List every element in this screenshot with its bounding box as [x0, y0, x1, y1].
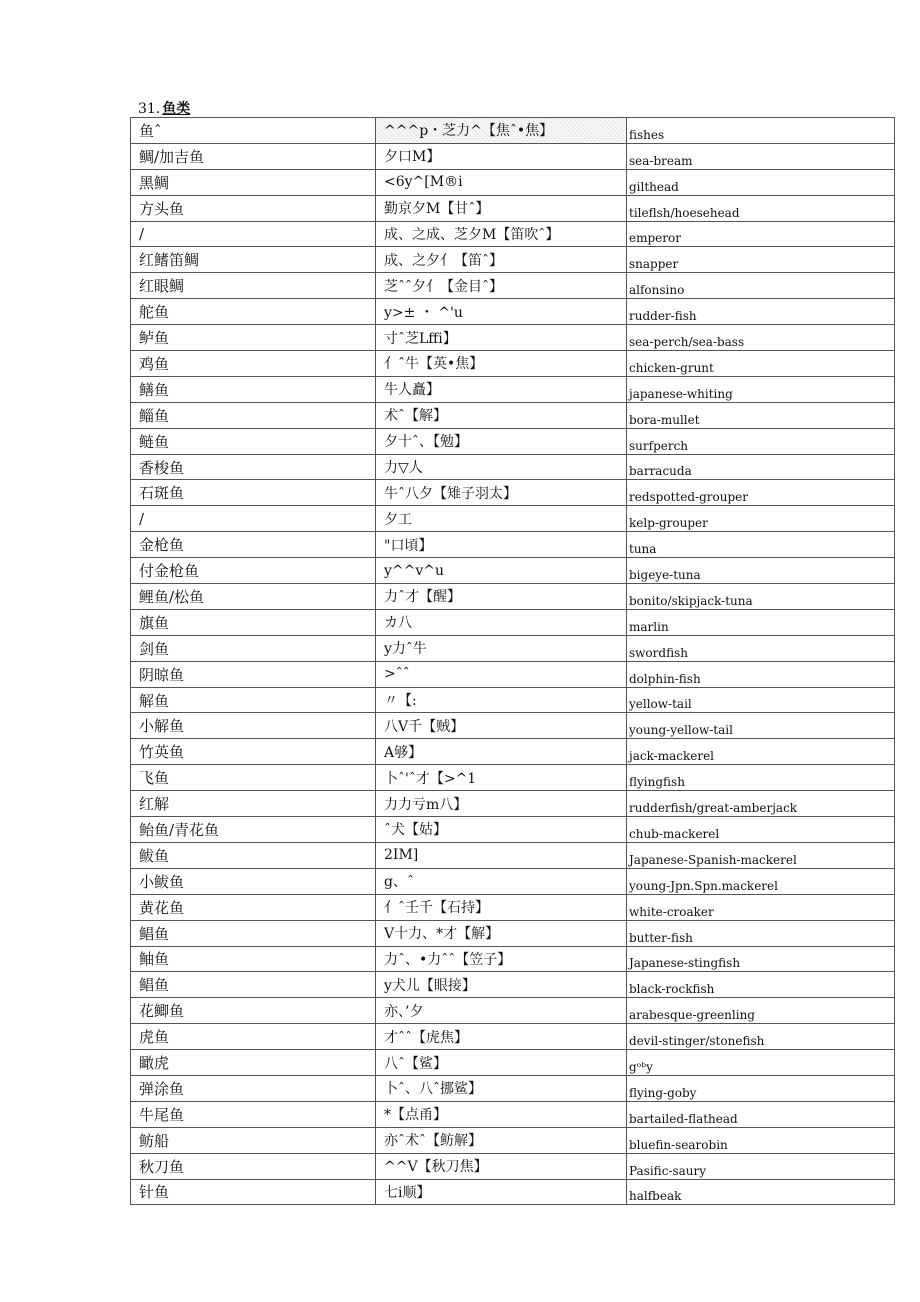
- japanese-name-cell: 亦ˆ术ˆ【鲂解】: [376, 1127, 627, 1153]
- english-name-cell: white-croaker: [627, 894, 895, 920]
- chinese-name-cell: /: [131, 506, 376, 532]
- english-name-cell: emperor: [627, 221, 895, 247]
- english-name-cell: Japanese-Spanish-mackerel: [627, 842, 895, 868]
- table-row: [131, 868, 895, 894]
- table-row: [131, 351, 895, 377]
- section-number: 31.: [138, 101, 161, 117]
- chinese-name-cell: 石斑鱼: [131, 480, 376, 506]
- table-row: [131, 998, 895, 1024]
- english-name-cell: barracuda: [627, 454, 895, 480]
- chinese-name-cell: 鲻鱼: [131, 402, 376, 428]
- chinese-name-cell: 飞鱼: [131, 765, 376, 791]
- japanese-name-cell: カ八: [376, 609, 627, 635]
- chinese-name-cell: 牛尾鱼: [131, 1101, 376, 1127]
- english-name-cell: black-rockfish: [627, 972, 895, 998]
- section-title: [138, 98, 190, 118]
- english-name-cell: bartailed-flathead: [627, 1101, 895, 1127]
- japanese-name-cell: 力▽人: [376, 454, 627, 480]
- english-name-cell: redspotted-grouper: [627, 480, 895, 506]
- japanese-name-cell: 勤京夕M【甘ˆ】: [376, 195, 627, 221]
- chinese-name-cell: /: [131, 221, 376, 247]
- chinese-name-cell: 针鱼: [131, 1179, 376, 1205]
- table-row: [131, 299, 895, 325]
- japanese-name-cell: g、ˆ: [376, 868, 627, 894]
- chinese-name-cell: 鲅鱼: [131, 842, 376, 868]
- english-name-cell: halfbeak: [627, 1179, 895, 1205]
- table-row: [131, 713, 895, 739]
- english-name-cell: chub-mackerel: [627, 817, 895, 843]
- table-row: [131, 1127, 895, 1153]
- table-row: [131, 221, 895, 247]
- english-name-cell: kelp-grouper: [627, 506, 895, 532]
- english-name-cell: flying-goby: [627, 1075, 895, 1101]
- japanese-name-cell: 力力亏m八】: [376, 791, 627, 817]
- japanese-name-cell: 七i顺】: [376, 1179, 627, 1205]
- table-row: [131, 169, 895, 195]
- english-name-cell: gᵒᵇy: [627, 1050, 895, 1076]
- table-row: [131, 506, 895, 532]
- section-heading: 鱼类: [162, 101, 191, 117]
- english-name-cell: rudder-fish: [627, 299, 895, 325]
- japanese-name-cell: y^^v^u: [376, 558, 627, 584]
- chinese-name-cell: 阴晾鱼: [131, 661, 376, 687]
- japanese-name-cell: 牛人矗】: [376, 376, 627, 402]
- english-name-cell: snapper: [627, 247, 895, 273]
- table-row: [131, 894, 895, 920]
- english-name-cell: swordfish: [627, 635, 895, 661]
- japanese-name-cell: 芝ˆˆ夕亻【金目ˆ】: [376, 273, 627, 299]
- english-name-cell: Japanese-stingfish: [627, 946, 895, 972]
- english-name-cell: devil-stinger/stonefish: [627, 1024, 895, 1050]
- table-row: [131, 1153, 895, 1179]
- japanese-name-cell: 〃【:: [376, 687, 627, 713]
- japanese-name-cell: 术ˆ【解】: [376, 402, 627, 428]
- japanese-name-cell: V十力、*才【解】: [376, 920, 627, 946]
- japanese-name-cell: *【点甬】: [376, 1101, 627, 1127]
- chinese-name-cell: 方头鱼: [131, 195, 376, 221]
- english-name-cell: yellow-tail: [627, 687, 895, 713]
- chinese-name-cell: 香梭鱼: [131, 454, 376, 480]
- chinese-name-cell: 鱼ˆ: [131, 118, 376, 144]
- chinese-name-cell: 金枪鱼: [131, 532, 376, 558]
- table-row: [131, 739, 895, 765]
- japanese-name-cell: ^^V【秋刀焦】: [376, 1153, 627, 1179]
- table-row: [131, 1075, 895, 1101]
- english-name-cell: bora-mullet: [627, 402, 895, 428]
- english-name-cell: rudderfish/great-amberjack: [627, 791, 895, 817]
- table-row: [131, 687, 895, 713]
- chinese-name-cell: 付金枪鱼: [131, 558, 376, 584]
- japanese-name-cell: <6y^[M®i: [376, 169, 627, 195]
- english-name-cell: sea-perch/sea-bass: [627, 325, 895, 351]
- japanese-name-cell: 亻ˆ壬千【石持】: [376, 894, 627, 920]
- english-name-cell: jack-mackerel: [627, 739, 895, 765]
- chinese-name-cell: 鲐鱼/青花鱼: [131, 817, 376, 843]
- chinese-name-cell: 红鳍笛鲷: [131, 247, 376, 273]
- chinese-name-cell: 虎鱼: [131, 1024, 376, 1050]
- chinese-name-cell: 瞰虎: [131, 1050, 376, 1076]
- english-name-cell: chicken-grunt: [627, 351, 895, 377]
- chinese-name-cell: 红眼鲷: [131, 273, 376, 299]
- table-row: [131, 143, 895, 169]
- table-row: [131, 118, 895, 144]
- english-name-cell: tuna: [627, 532, 895, 558]
- chinese-name-cell: 鳝鱼: [131, 376, 376, 402]
- japanese-name-cell: ˆ犬【姑】: [376, 817, 627, 843]
- english-name-cell: Pasific-saury: [627, 1153, 895, 1179]
- japanese-name-cell: >ˆˆ: [376, 661, 627, 687]
- japanese-name-cell: 亻ˆ牛【英•焦】: [376, 351, 627, 377]
- table-row: [131, 454, 895, 480]
- chinese-name-cell: 鲂船: [131, 1127, 376, 1153]
- japanese-name-cell: 八ˆ【鲨】: [376, 1050, 627, 1076]
- table-row: [131, 635, 895, 661]
- japanese-name-cell: y犬儿【眼接】: [376, 972, 627, 998]
- japanese-name-cell: 2IM]: [376, 842, 627, 868]
- table-row: [131, 273, 895, 299]
- english-name-cell: flyingfish: [627, 765, 895, 791]
- japanese-name-cell: y力ˆ牛: [376, 635, 627, 661]
- english-name-cell: surfperch: [627, 428, 895, 454]
- chinese-name-cell: 红解: [131, 791, 376, 817]
- table-row: [131, 376, 895, 402]
- japanese-name-cell: 卜ˆ、八ˆ挪鲨】: [376, 1075, 627, 1101]
- english-name-cell: fishes: [627, 118, 895, 144]
- table-row: [131, 558, 895, 584]
- japanese-name-cell: 夕口M】: [376, 143, 627, 169]
- chinese-name-cell: 黄花鱼: [131, 894, 376, 920]
- chinese-name-cell: 鲳鱼: [131, 920, 376, 946]
- table-row: [131, 1050, 895, 1076]
- fish-glossary-table: [130, 117, 895, 1205]
- japanese-name-cell: 力ˆ才【醒】: [376, 584, 627, 610]
- english-name-cell: butter-fish: [627, 920, 895, 946]
- table-row: [131, 1179, 895, 1205]
- table-row: [131, 972, 895, 998]
- table-row: [131, 428, 895, 454]
- table-row: [131, 195, 895, 221]
- english-name-cell: young-Jpn.Spn.mackerel: [627, 868, 895, 894]
- chinese-name-cell: 鲈鱼: [131, 325, 376, 351]
- japanese-name-cell: A够】: [376, 739, 627, 765]
- japanese-name-cell: y>± ・ ^'u: [376, 299, 627, 325]
- japanese-name-cell: 八V千【贼】: [376, 713, 627, 739]
- japanese-name-cell: 成、之夕亻【笛ˆ】: [376, 247, 627, 273]
- table-row: [131, 609, 895, 635]
- table-row: [131, 1101, 895, 1127]
- japanese-name-cell: 寸ˆ芝Lffi】: [376, 325, 627, 351]
- table-row: [131, 946, 895, 972]
- chinese-name-cell: 鸡鱼: [131, 351, 376, 377]
- english-name-cell: sea-bream: [627, 143, 895, 169]
- chinese-name-cell: 鲤鱼/松鱼: [131, 584, 376, 610]
- table-row: [131, 661, 895, 687]
- english-name-cell: marlin: [627, 609, 895, 635]
- english-name-cell: tileflsh/hoesehead: [627, 195, 895, 221]
- japanese-name-cell: "口頃】: [376, 532, 627, 558]
- english-name-cell: bluefin-searobin: [627, 1127, 895, 1153]
- japanese-name-cell: 卜ˆ'ˆ才【>^1: [376, 765, 627, 791]
- japanese-name-cell: 亦、’夕: [376, 998, 627, 1024]
- english-name-cell: bonito/skipjack-tuna: [627, 584, 895, 610]
- chinese-name-cell: 弹涂鱼: [131, 1075, 376, 1101]
- chinese-name-cell: 小解鱼: [131, 713, 376, 739]
- chinese-name-cell: 秋刀鱼: [131, 1153, 376, 1179]
- japanese-name-cell: 牛ˆ八夕【雉子羽太】: [376, 480, 627, 506]
- table-row: [131, 817, 895, 843]
- chinese-name-cell: 鲳鱼: [131, 972, 376, 998]
- english-name-cell: bigeye-tuna: [627, 558, 895, 584]
- table-row: [131, 765, 895, 791]
- table-row: [131, 402, 895, 428]
- english-name-cell: alfonsino: [627, 273, 895, 299]
- japanese-name-cell: 成、之成、芝夕M【笛吹ˆ】: [376, 221, 627, 247]
- table-row: [131, 325, 895, 351]
- chinese-name-cell: 鲉鱼: [131, 946, 376, 972]
- chinese-name-cell: 旗鱼: [131, 609, 376, 635]
- table-row: [131, 842, 895, 868]
- table-row: [131, 247, 895, 273]
- table-row: [131, 920, 895, 946]
- table-row: [131, 791, 895, 817]
- japanese-name-cell: 力ˆ、•力ˆˆ【笠子】: [376, 946, 627, 972]
- english-name-cell: dolphin-fish: [627, 661, 895, 687]
- japanese-name-cell: 夕工: [376, 506, 627, 532]
- chinese-name-cell: 鲷/加吉鱼: [131, 143, 376, 169]
- chinese-name-cell: 小鲅鱼: [131, 868, 376, 894]
- japanese-name-cell: 夕十ˆ、【勉】: [376, 428, 627, 454]
- english-name-cell: japanese-whiting: [627, 376, 895, 402]
- english-name-cell: arabesque-greenling: [627, 998, 895, 1024]
- table-row: [131, 1024, 895, 1050]
- chinese-name-cell: 黑鲷: [131, 169, 376, 195]
- chinese-name-cell: 竹英鱼: [131, 739, 376, 765]
- japanese-name-cell: 才ˆˆ【虎焦】: [376, 1024, 627, 1050]
- table-row: [131, 584, 895, 610]
- english-name-cell: gilthead: [627, 169, 895, 195]
- chinese-name-cell: 鲢鱼: [131, 428, 376, 454]
- chinese-name-cell: 剑鱼: [131, 635, 376, 661]
- table-row: [131, 480, 895, 506]
- english-name-cell: young-yellow-tail: [627, 713, 895, 739]
- chinese-name-cell: 花鲫鱼: [131, 998, 376, 1024]
- chinese-name-cell: 解鱼: [131, 687, 376, 713]
- table-row: [131, 532, 895, 558]
- japanese-name-cell: ^^^p・芝力^【焦ˆ•焦】: [376, 118, 627, 144]
- chinese-name-cell: 舵鱼: [131, 299, 376, 325]
